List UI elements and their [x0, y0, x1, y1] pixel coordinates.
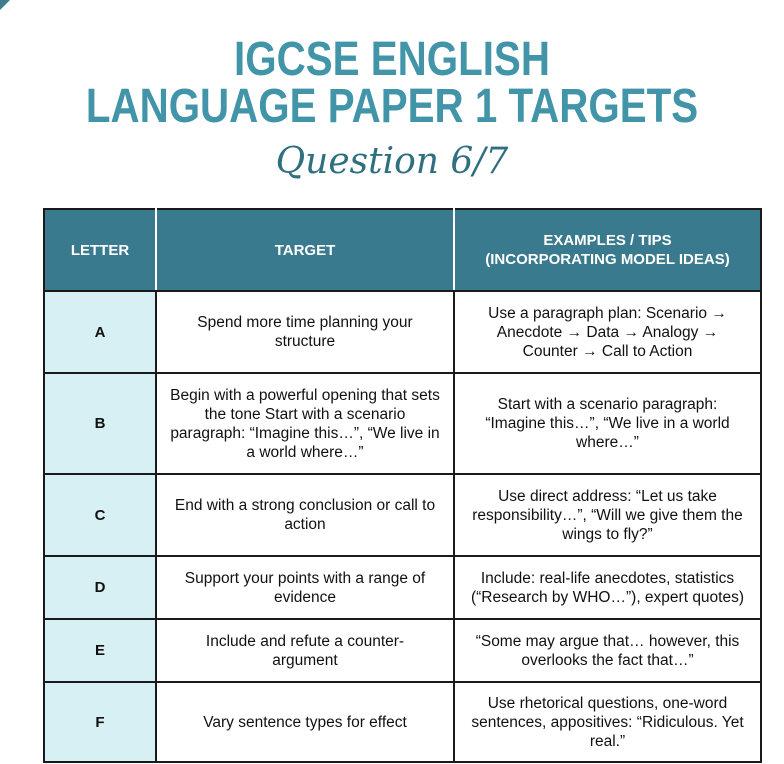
row-tips: “Some may argue that… however, this overlooks the fact that…”: [454, 619, 761, 682]
row-tips: Start with a scenario paragraph: “Imagine this…”, “We live in a world where…”: [454, 373, 761, 474]
column-header-tips: EXAMPLES / TIPS (INCORPORATING MODEL IDEAS): [454, 209, 761, 291]
table-header-row: [44, 209, 761, 291]
table-row: [44, 619, 761, 682]
row-target: Include and refute a counter-argument: [156, 619, 454, 682]
row-tips: Use rhetorical questions, one-word sentences, appositives: “Ridiculous. Yet real.”: [454, 682, 761, 762]
row-target: Vary sentence types for effect: [156, 682, 454, 762]
page-title-line-1: IGCSE ENGLISH: [234, 33, 550, 86]
row-letter: F: [44, 682, 156, 762]
row-target: Support your points with a range of evidence: [156, 556, 454, 619]
row-tips: Use direct address: “Let us take responsibility…”, “Will we give them the wings to fly?”: [454, 474, 761, 556]
table-row: [44, 556, 761, 619]
column-header-letter: LETTER: [44, 209, 156, 291]
row-letter: C: [44, 474, 156, 556]
row-letter: E: [44, 619, 156, 682]
row-letter: B: [44, 373, 156, 474]
row-target: Spend more time planning your structure: [156, 291, 454, 373]
targets-table: [43, 208, 762, 763]
row-target: Begin with a powerful opening that sets the tone Start with a scenario paragraph: “Imagine this…”, “We live in a world where…”: [156, 373, 454, 474]
table-row: [44, 291, 761, 373]
corner-accent: [0, 0, 10, 10]
row-letter: A: [44, 291, 156, 373]
table-row: [44, 474, 761, 556]
row-tips: Include: real-life anecdotes, statistics (“Research by WHO…”), expert quotes): [454, 556, 761, 619]
row-tips: Use a paragraph plan: Scenario → Anecdote → Data → Analogy → Counter → Call to Action: [454, 291, 761, 373]
row-target: End with a strong conclusion or call to action: [156, 474, 454, 556]
page-subtitle: Question 6/7: [275, 141, 509, 182]
row-letter: D: [44, 556, 156, 619]
table-row: [44, 682, 761, 762]
page-title-line-2: LANGUAGE PAPER 1 TARGETS: [85, 80, 699, 133]
table-row: [44, 373, 761, 474]
column-header-target: TARGET: [156, 209, 454, 291]
